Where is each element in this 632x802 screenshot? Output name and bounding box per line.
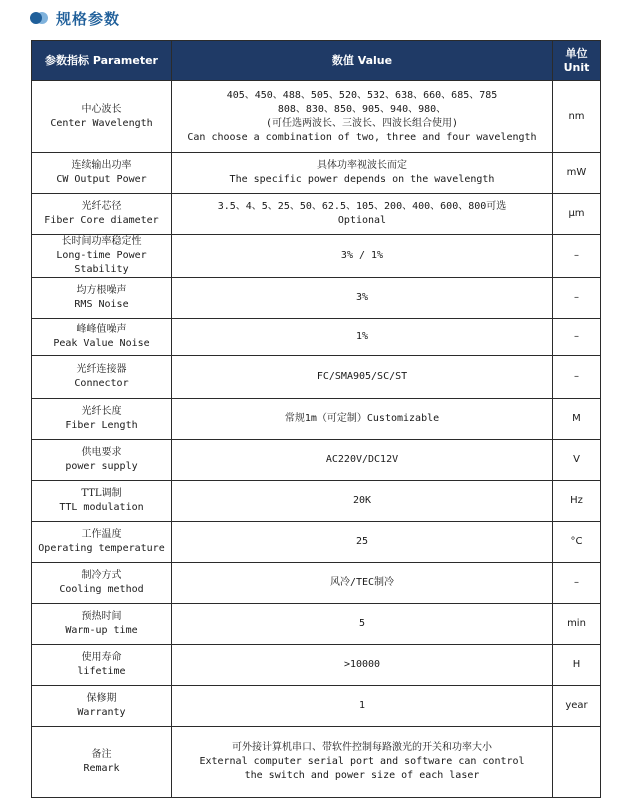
param-name-en: Fiber Core diameter [44,215,159,226]
param-name-cn: 工作温度 [81,529,122,540]
param-name-en: Warm-up time [65,625,138,636]
table-row [32,319,601,356]
param-unit-cell: °C [553,522,601,563]
param-name-en: RMS Noise [74,299,129,310]
table-row [32,194,601,235]
param-name-en: TTL modulation [59,502,144,513]
param-name-cell [32,727,172,798]
param-value-cell [172,319,553,356]
param-unit-cell: – [553,235,601,278]
param-unit-cell: μm [553,194,601,235]
param-name-en: power supply [65,461,138,472]
param-value-line: 具体功率视波长而定 [317,160,407,171]
param-name-cell [32,604,172,645]
param-unit-cell: V [553,440,601,481]
header-value: 数值 Value [172,41,553,81]
param-name-cell [32,563,172,604]
param-value-cell [172,81,553,153]
table-row [32,440,601,481]
param-value-cell [172,686,553,727]
param-value-cell [172,481,553,522]
param-value-line: 1% [355,331,369,342]
param-value-line: Can choose a combination of two, three and four wavelength [187,131,537,143]
table-row [32,399,601,440]
param-name-cell [32,278,172,319]
param-value-line: (可任选两波长、三波长、四波长组合使用) [265,117,459,129]
table-row [32,563,601,604]
table-row [32,522,601,563]
param-name-cn: 光纤长度 [81,406,122,417]
header-unit [553,41,601,81]
header-parameter: 参数指标 Parameter [32,41,172,81]
param-value-line: External computer serial port and software can control [199,756,525,767]
param-value-cell [172,440,553,481]
table-row [32,235,601,278]
param-name-en: Connector [74,378,129,389]
param-unit-cell: – [553,278,601,319]
param-value-line: the switch and power size of each laser [244,770,480,781]
param-name-cn: 保修期 [86,693,117,704]
param-name-cn: 使用寿命 [81,652,122,663]
param-name-en: Center Wavelength [50,117,153,129]
table-row [32,686,601,727]
param-name-en: Fiber Length [65,420,138,431]
param-name-cn: 备注 [91,749,112,760]
param-value-cell [172,522,553,563]
table-row [32,81,601,153]
param-name-cn: 光纤连接器 [76,364,127,375]
param-value-line: 808、830、850、905、940、980、 [277,103,447,115]
param-unit-cell: year [553,686,601,727]
param-unit-cell: – [553,563,601,604]
param-name-en: lifetime [77,666,126,677]
param-value-line: Optional [337,215,387,226]
param-name-cell [32,235,172,278]
table-row [32,604,601,645]
param-name-cn: 中心波长 [81,103,122,115]
param-value-line: 风冷/TEC制冷 [329,577,395,588]
param-name-cn: 长时间功率稳定性 [61,236,142,247]
param-value-line: 3.5、4、5、25、50、62.5、105、200、400、600、800可选 [217,201,507,212]
param-name-cell [32,686,172,727]
param-unit-cell: – [553,319,601,356]
param-value-line: 405、450、488、505、520、532、638、660、685、785 [226,89,498,101]
table-row [32,645,601,686]
param-name-cn: TTL调制 [81,488,122,499]
param-name-cn: 预热时间 [81,611,122,622]
param-value-cell [172,563,553,604]
param-name-cn: 光纤芯径 [81,201,122,212]
param-name-cell [32,522,172,563]
param-name-cn: 峰峰值噪声 [76,324,127,335]
param-name-cell [32,440,172,481]
param-name-cell [32,194,172,235]
param-name-en: Peak Value Noise [53,338,150,349]
param-unit-cell: mW [553,153,601,194]
param-unit-cell [553,727,601,798]
param-value-line: FC/SMA905/SC/ST [316,371,408,382]
param-value-line: 3% [355,292,369,303]
param-name-cn: 制冷方式 [81,570,122,581]
section-title: 规格参数 [56,9,121,28]
header-unit-en: Unit [563,60,590,74]
param-value-line: 1 [358,700,366,711]
param-name-cn: 均方根噪声 [76,285,127,296]
param-unit-cell: H [553,645,601,686]
table-row [32,727,601,798]
param-value-cell [172,278,553,319]
param-name-en: Operating temperature [38,543,165,554]
param-value-line: 3% / 1% [340,250,384,261]
param-value-line: 可外接计算机串口、带软件控制每路激光的开关和功率大小 [232,742,492,753]
param-value-cell [172,727,553,798]
param-value-line: 25 [355,536,369,547]
param-value-cell [172,194,553,235]
param-value-line: 5 [358,618,366,629]
param-unit-cell: – [553,356,601,399]
param-name-cell [32,481,172,522]
param-name-cell [32,81,172,153]
section-heading [30,6,120,30]
param-value-cell [172,235,553,278]
param-name-en: Cooling method [59,584,144,595]
param-value-cell [172,356,553,399]
param-name-cell [32,399,172,440]
param-name-en: Remark [83,763,120,774]
param-unit-cell: Hz [553,481,601,522]
param-value-cell [172,604,553,645]
spec-table [31,40,601,798]
param-name-cn: 供电要求 [81,447,122,458]
param-name-cell [32,319,172,356]
table-header-row [32,41,601,81]
param-unit-cell: nm [553,81,601,153]
param-value-line: 20K [352,495,372,506]
param-unit-cell: min [553,604,601,645]
bullet-dots-icon [30,11,50,25]
param-name-cell [32,153,172,194]
param-value-line: AC220V/DC12V [325,454,399,465]
param-name-en: Warranty [77,707,126,718]
param-name-cell [32,645,172,686]
param-name-cell [32,356,172,399]
param-value-line: 常规1m（可定制）Customizable [284,413,440,424]
header-unit-cn: 单位 [565,46,588,60]
param-value-cell [172,399,553,440]
table-row [32,153,601,194]
param-value-cell [172,153,553,194]
table-row [32,278,601,319]
table-row [32,481,601,522]
param-value-line: >10000 [343,659,381,670]
param-value-line: The specific power depends on the wavelength [229,174,495,185]
param-value-cell [172,645,553,686]
param-name-cn: 连续输出功率 [71,160,132,171]
param-name-en: CW Output Power [56,174,147,185]
table-row [32,356,601,399]
param-name-en: Long-time Power Stability [56,250,147,275]
param-unit-cell: M [553,399,601,440]
